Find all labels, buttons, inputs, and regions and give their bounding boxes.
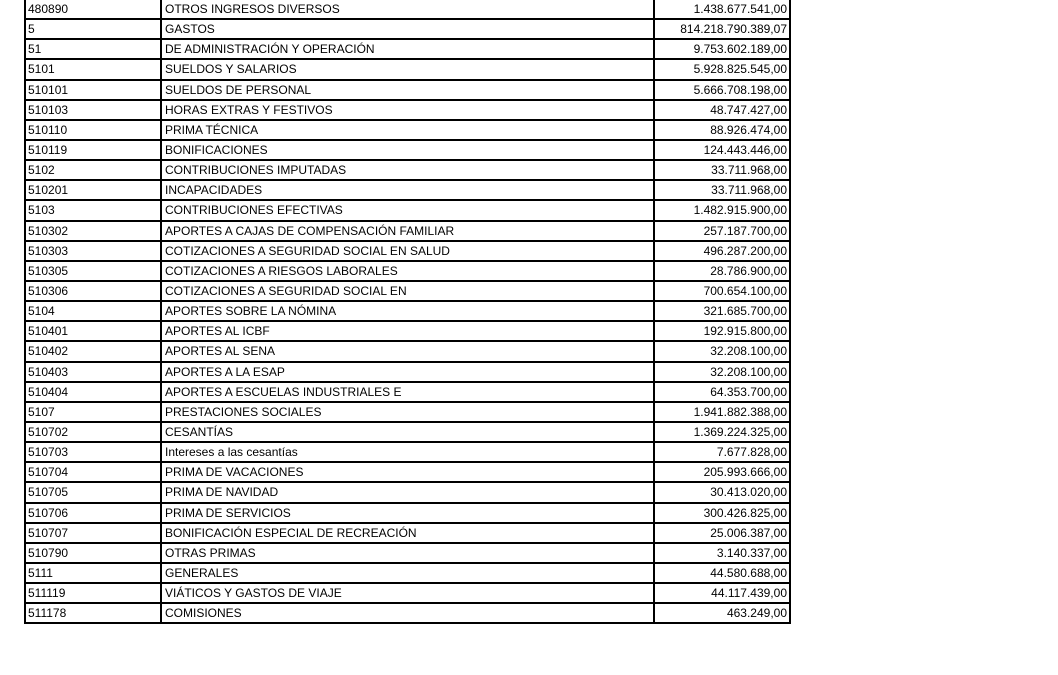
account-name-cell: PRIMA DE NAVIDAD: [161, 482, 654, 502]
account-code-cell: 510404: [25, 382, 161, 402]
account-code-cell: 510302: [25, 221, 161, 241]
table-row: [25, 120, 790, 140]
table-row: [25, 160, 790, 180]
amount-cell: 205.993.666,00: [654, 462, 790, 482]
amount-cell: 192.915.800,00: [654, 321, 790, 341]
table-row: [25, 382, 790, 402]
account-code-cell: 510790: [25, 543, 161, 563]
account-name-cell: BONIFICACIÓN ESPECIAL DE RECREACIÓN: [161, 523, 654, 543]
table-row: [25, 241, 790, 261]
amount-cell: 33.711.968,00: [654, 180, 790, 200]
account-name-cell: APORTES AL ICBF: [161, 321, 654, 341]
amount-cell: 700.654.100,00: [654, 281, 790, 301]
table-row: [25, 39, 790, 59]
account-name-cell: PRESTACIONES SOCIALES: [161, 402, 654, 422]
amount-cell: 814.218.790.389,07: [654, 19, 790, 39]
amount-cell: 1.438.677.541,00: [654, 0, 790, 19]
amount-cell: 463.249,00: [654, 603, 790, 623]
account-code-cell: 510103: [25, 100, 161, 120]
account-name-cell: Intereses a las cesantías: [161, 442, 654, 462]
account-name-cell: APORTES A LA ESAP: [161, 362, 654, 382]
table-row: [25, 402, 790, 422]
amount-cell: 3.140.337,00: [654, 543, 790, 563]
table-row: [25, 603, 790, 623]
amount-cell: 64.353.700,00: [654, 382, 790, 402]
account-name-cell: VIÁTICOS Y GASTOS DE VIAJE: [161, 583, 654, 603]
account-name-cell: COMISIONES: [161, 603, 654, 623]
table-row: [25, 80, 790, 100]
amount-cell: 44.580.688,00: [654, 563, 790, 583]
account-code-cell: 510306: [25, 281, 161, 301]
account-name-cell: CONTRIBUCIONES IMPUTADAS: [161, 160, 654, 180]
account-code-cell: 510703: [25, 442, 161, 462]
account-code-cell: 510101: [25, 80, 161, 100]
account-name-cell: COTIZACIONES A SEGURIDAD SOCIAL EN SALUD: [161, 241, 654, 261]
table-row: [25, 19, 790, 39]
account-code-cell: 5101: [25, 59, 161, 79]
account-name-cell: GENERALES: [161, 563, 654, 583]
account-name-cell: PRIMA DE SERVICIOS: [161, 503, 654, 523]
amount-cell: 257.187.700,00: [654, 221, 790, 241]
account-code-cell: 510201: [25, 180, 161, 200]
account-name-cell: APORTES A ESCUELAS INDUSTRIALES E: [161, 382, 654, 402]
amount-cell: 1.941.882.388,00: [654, 402, 790, 422]
account-code-cell: 5107: [25, 402, 161, 422]
accounts-table-body: [25, 0, 790, 623]
table-row: [25, 341, 790, 361]
account-code-cell: 5103: [25, 200, 161, 220]
account-code-cell: 510705: [25, 482, 161, 502]
account-code-cell: 5102: [25, 160, 161, 180]
account-code-cell: 510702: [25, 422, 161, 442]
account-name-cell: APORTES AL SENA: [161, 341, 654, 361]
table-row: [25, 0, 790, 19]
account-code-cell: 5: [25, 19, 161, 39]
account-name-cell: OTRAS PRIMAS: [161, 543, 654, 563]
amount-cell: 32.208.100,00: [654, 341, 790, 361]
amount-cell: 300.426.825,00: [654, 503, 790, 523]
account-code-cell: 510403: [25, 362, 161, 382]
account-code-cell: 510707: [25, 523, 161, 543]
account-code-cell: 5104: [25, 301, 161, 321]
table-row: [25, 221, 790, 241]
table-row: [25, 583, 790, 603]
account-name-cell: COTIZACIONES A RIESGOS LABORALES: [161, 261, 654, 281]
account-code-cell: 480890: [25, 0, 161, 19]
account-name-cell: APORTES A CAJAS DE COMPENSACIÓN FAMILIAR: [161, 221, 654, 241]
account-name-cell: CESANTÍAS: [161, 422, 654, 442]
account-code-cell: 510303: [25, 241, 161, 261]
account-name-cell: OTROS INGRESOS DIVERSOS: [161, 0, 654, 19]
account-code-cell: 510402: [25, 341, 161, 361]
account-code-cell: 510704: [25, 462, 161, 482]
amount-cell: 25.006.387,00: [654, 523, 790, 543]
account-name-cell: HORAS EXTRAS Y FESTIVOS: [161, 100, 654, 120]
amount-cell: 5.666.708.198,00: [654, 80, 790, 100]
account-code-cell: 510110: [25, 120, 161, 140]
amount-cell: 28.786.900,00: [654, 261, 790, 281]
account-name-cell: INCAPACIDADES: [161, 180, 654, 200]
table-row: [25, 523, 790, 543]
table-row: [25, 543, 790, 563]
amount-cell: 9.753.602.189,00: [654, 39, 790, 59]
amount-cell: 32.208.100,00: [654, 362, 790, 382]
account-name-cell: GASTOS: [161, 19, 654, 39]
account-name-cell: PRIMA DE VACACIONES: [161, 462, 654, 482]
table-row: [25, 301, 790, 321]
amount-cell: 5.928.825.545,00: [654, 59, 790, 79]
account-name-cell: APORTES SOBRE LA NÓMINA: [161, 301, 654, 321]
amount-cell: 7.677.828,00: [654, 442, 790, 462]
account-code-cell: 510706: [25, 503, 161, 523]
table-row: [25, 503, 790, 523]
table-row: [25, 180, 790, 200]
amount-cell: 44.117.439,00: [654, 583, 790, 603]
amount-cell: 33.711.968,00: [654, 160, 790, 180]
table-row: [25, 59, 790, 79]
amount-cell: 1.482.915.900,00: [654, 200, 790, 220]
amount-cell: 321.685.700,00: [654, 301, 790, 321]
amount-cell: 48.747.427,00: [654, 100, 790, 120]
account-name-cell: DE ADMINISTRACIÓN Y OPERACIÓN: [161, 39, 654, 59]
amount-cell: 1.369.224.325,00: [654, 422, 790, 442]
amount-cell: 496.287.200,00: [654, 241, 790, 261]
account-code-cell: 510305: [25, 261, 161, 281]
amount-cell: 88.926.474,00: [654, 120, 790, 140]
account-name-cell: SUELDOS DE PERSONAL: [161, 80, 654, 100]
amount-cell: 30.413.020,00: [654, 482, 790, 502]
account-name-cell: PRIMA TÉCNICA: [161, 120, 654, 140]
table-row: [25, 462, 790, 482]
table-row: [25, 362, 790, 382]
table-row: [25, 321, 790, 341]
account-name-cell: SUELDOS Y SALARIOS: [161, 59, 654, 79]
table-row: [25, 140, 790, 160]
accounts-table: [24, 0, 791, 624]
account-code-cell: 510401: [25, 321, 161, 341]
account-name-cell: CONTRIBUCIONES EFECTIVAS: [161, 200, 654, 220]
table-row: [25, 422, 790, 442]
account-name-cell: BONIFICACIONES: [161, 140, 654, 160]
table-row: [25, 281, 790, 301]
account-code-cell: 51: [25, 39, 161, 59]
table-row: [25, 200, 790, 220]
account-name-cell: COTIZACIONES A SEGURIDAD SOCIAL EN: [161, 281, 654, 301]
table-row: [25, 100, 790, 120]
table-row: [25, 563, 790, 583]
account-code-cell: 510119: [25, 140, 161, 160]
account-code-cell: 511178: [25, 603, 161, 623]
account-code-cell: 5111: [25, 563, 161, 583]
amount-cell: 124.443.446,00: [654, 140, 790, 160]
table-row: [25, 442, 790, 462]
table-row: [25, 482, 790, 502]
table-row: [25, 261, 790, 281]
account-code-cell: 511119: [25, 583, 161, 603]
